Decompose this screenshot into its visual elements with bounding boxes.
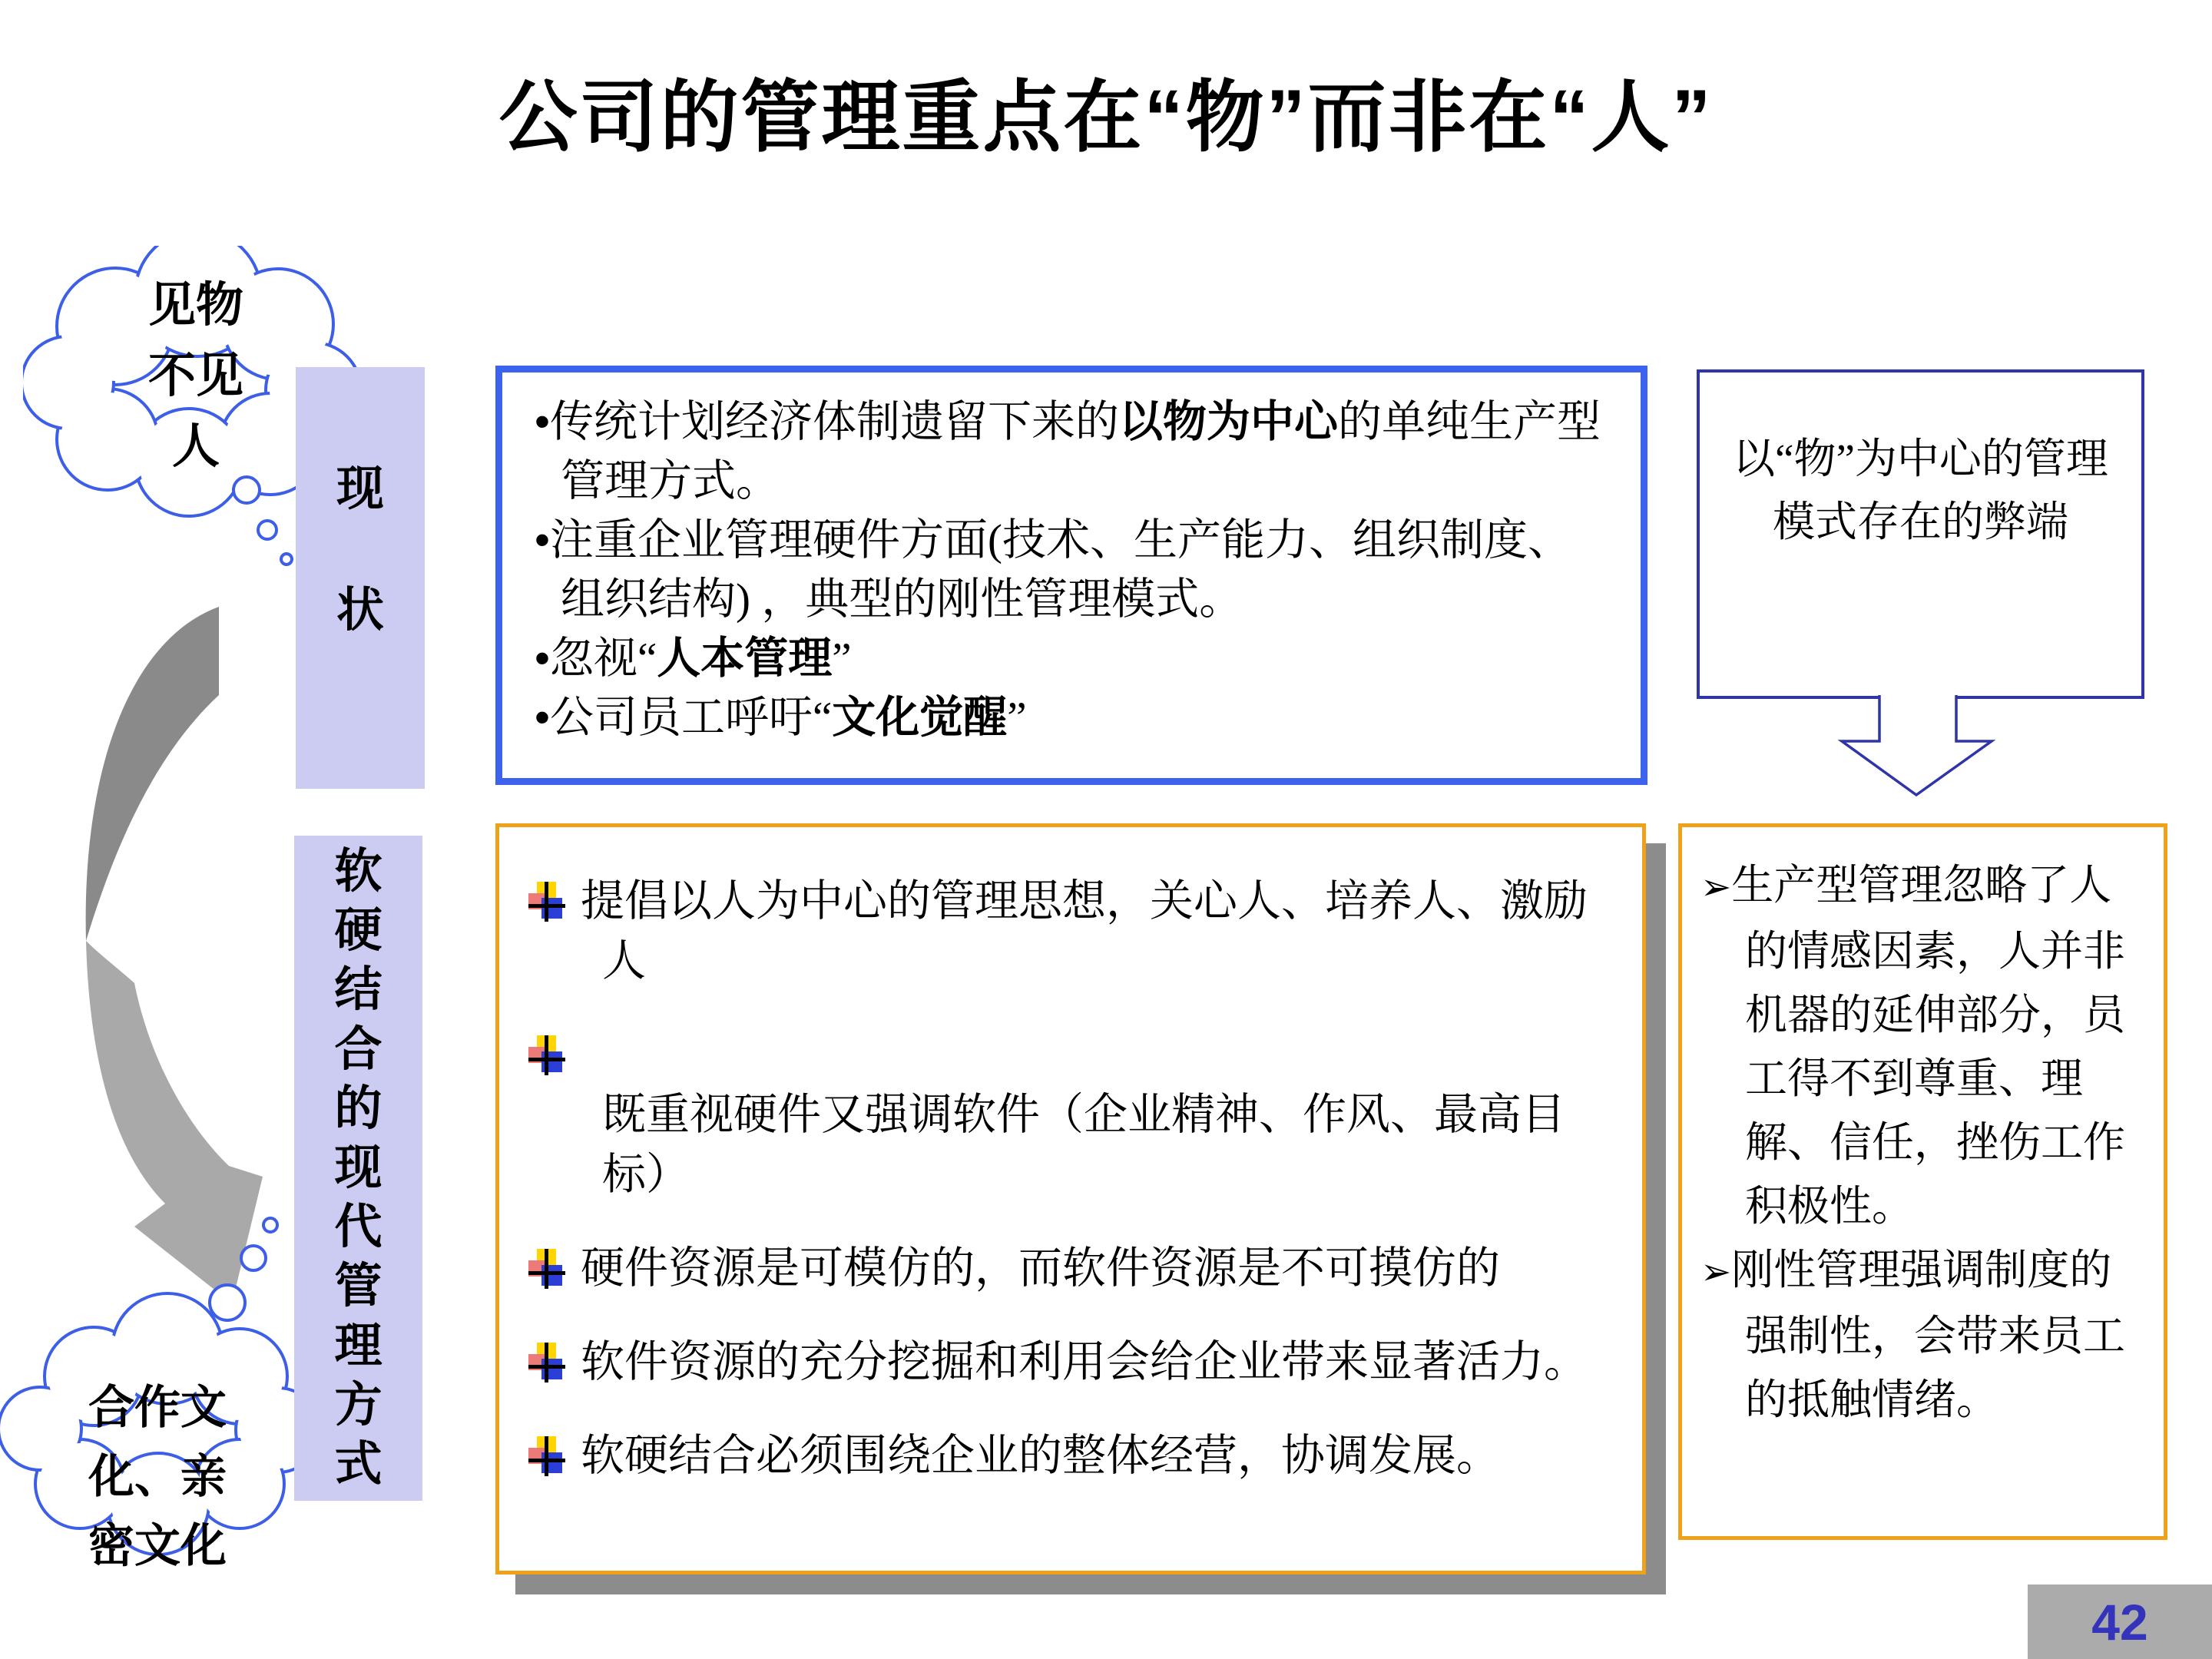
drawback-title-box xyxy=(1697,369,2144,699)
down-arrow xyxy=(1836,687,1998,803)
plus-squares-bullet-icon xyxy=(528,1249,567,1289)
arrow-bullet-item xyxy=(1700,1238,2147,1432)
bullet-text: 注重企业管理硬件方面(技术、生产能力、组织制度、组织结构) ，典型的刚性管理模式。 xyxy=(549,516,1571,624)
arrow-bullet-icon: ➢ xyxy=(1700,1250,1732,1293)
bullet-dot: • xyxy=(535,515,550,565)
bullet-text: 传统计划经济体制遗留下来的以物为中心的单纯生产型管理方式。 xyxy=(549,398,1601,505)
bullet-dot: • xyxy=(535,397,550,446)
drawback-title-text: 以“物”为中心的管理模式存在的弊端 xyxy=(1733,435,2108,545)
bullet-dot: • xyxy=(535,634,550,683)
list-item xyxy=(528,1239,1614,1299)
bullet-text: 忽视“人本管理” xyxy=(549,634,852,683)
bullet-dot: • xyxy=(535,693,550,742)
slide-title: 公司的管理重点在“物”而非在“人” xyxy=(498,74,1714,161)
current-state-box xyxy=(495,366,1647,785)
bullet-item xyxy=(535,629,1613,688)
list-item xyxy=(528,1426,1614,1486)
list-item-text: 硬件资源是可模仿的，而软件资源是不可摸仿的 xyxy=(581,1244,1500,1293)
page-number-strip xyxy=(2028,1584,2212,1659)
label-bar-current-state: 现 状 xyxy=(296,367,425,789)
cloud-bottom-text: 合作文 化、亲 密文化 xyxy=(88,1382,227,1571)
list-item xyxy=(528,1025,1614,1205)
plus-squares-bullet-icon xyxy=(528,1436,567,1476)
curved-arrow-upper xyxy=(86,607,219,941)
label-bar-modern-management: 软 硬 结 合 的 现 代 管 理 方 式 xyxy=(294,836,422,1501)
cloud-top-text: 见物 不见 人 xyxy=(147,280,243,473)
plus-squares-bullet-icon xyxy=(528,1035,567,1075)
arrow-bullet-icon: ➢ xyxy=(1700,866,1732,909)
plus-squares-bullet-icon xyxy=(528,882,567,922)
page-number: 42 xyxy=(2091,1593,2148,1651)
list-item-text: 软硬结合必须围绕企业的整体经营，协调发展。 xyxy=(581,1432,1500,1480)
plus-squares-bullet-icon xyxy=(528,1343,567,1382)
list-item xyxy=(528,872,1614,992)
arrow-bullet-item xyxy=(1700,853,2147,1238)
thought-bubbles-bottom xyxy=(210,1218,277,1320)
modern-management-box xyxy=(495,823,1646,1575)
bullet-text: 公司员工呼吁“文化觉醒” xyxy=(549,694,1027,742)
list-item-text: 既重视硬件又强调软件（企业精神、作风、最高目标） xyxy=(602,1091,1565,1199)
arrow-bullet-text: 生产型管理忽略了人的情感因素，人并非机器的延伸部分，员工得不到尊重、理解、信任，挫伤工作积极性。 xyxy=(1731,862,2126,1230)
bullet-item xyxy=(535,392,1613,511)
list-item xyxy=(528,1333,1614,1392)
arrow-bullet-text: 刚性管理强调制度的强制性，会带来员工的抵触情绪。 xyxy=(1731,1247,2126,1423)
bullet-item xyxy=(535,688,1613,747)
list-item-text: 提倡以人为中心的管理思想，关心人、培养人、激励人 xyxy=(581,877,1588,985)
bullet-item xyxy=(535,511,1613,629)
list-item-text: 软件资源的充分挖掘和利用会给企业带来显著活力。 xyxy=(581,1338,1588,1386)
drawback-detail-box xyxy=(1678,823,2167,1540)
